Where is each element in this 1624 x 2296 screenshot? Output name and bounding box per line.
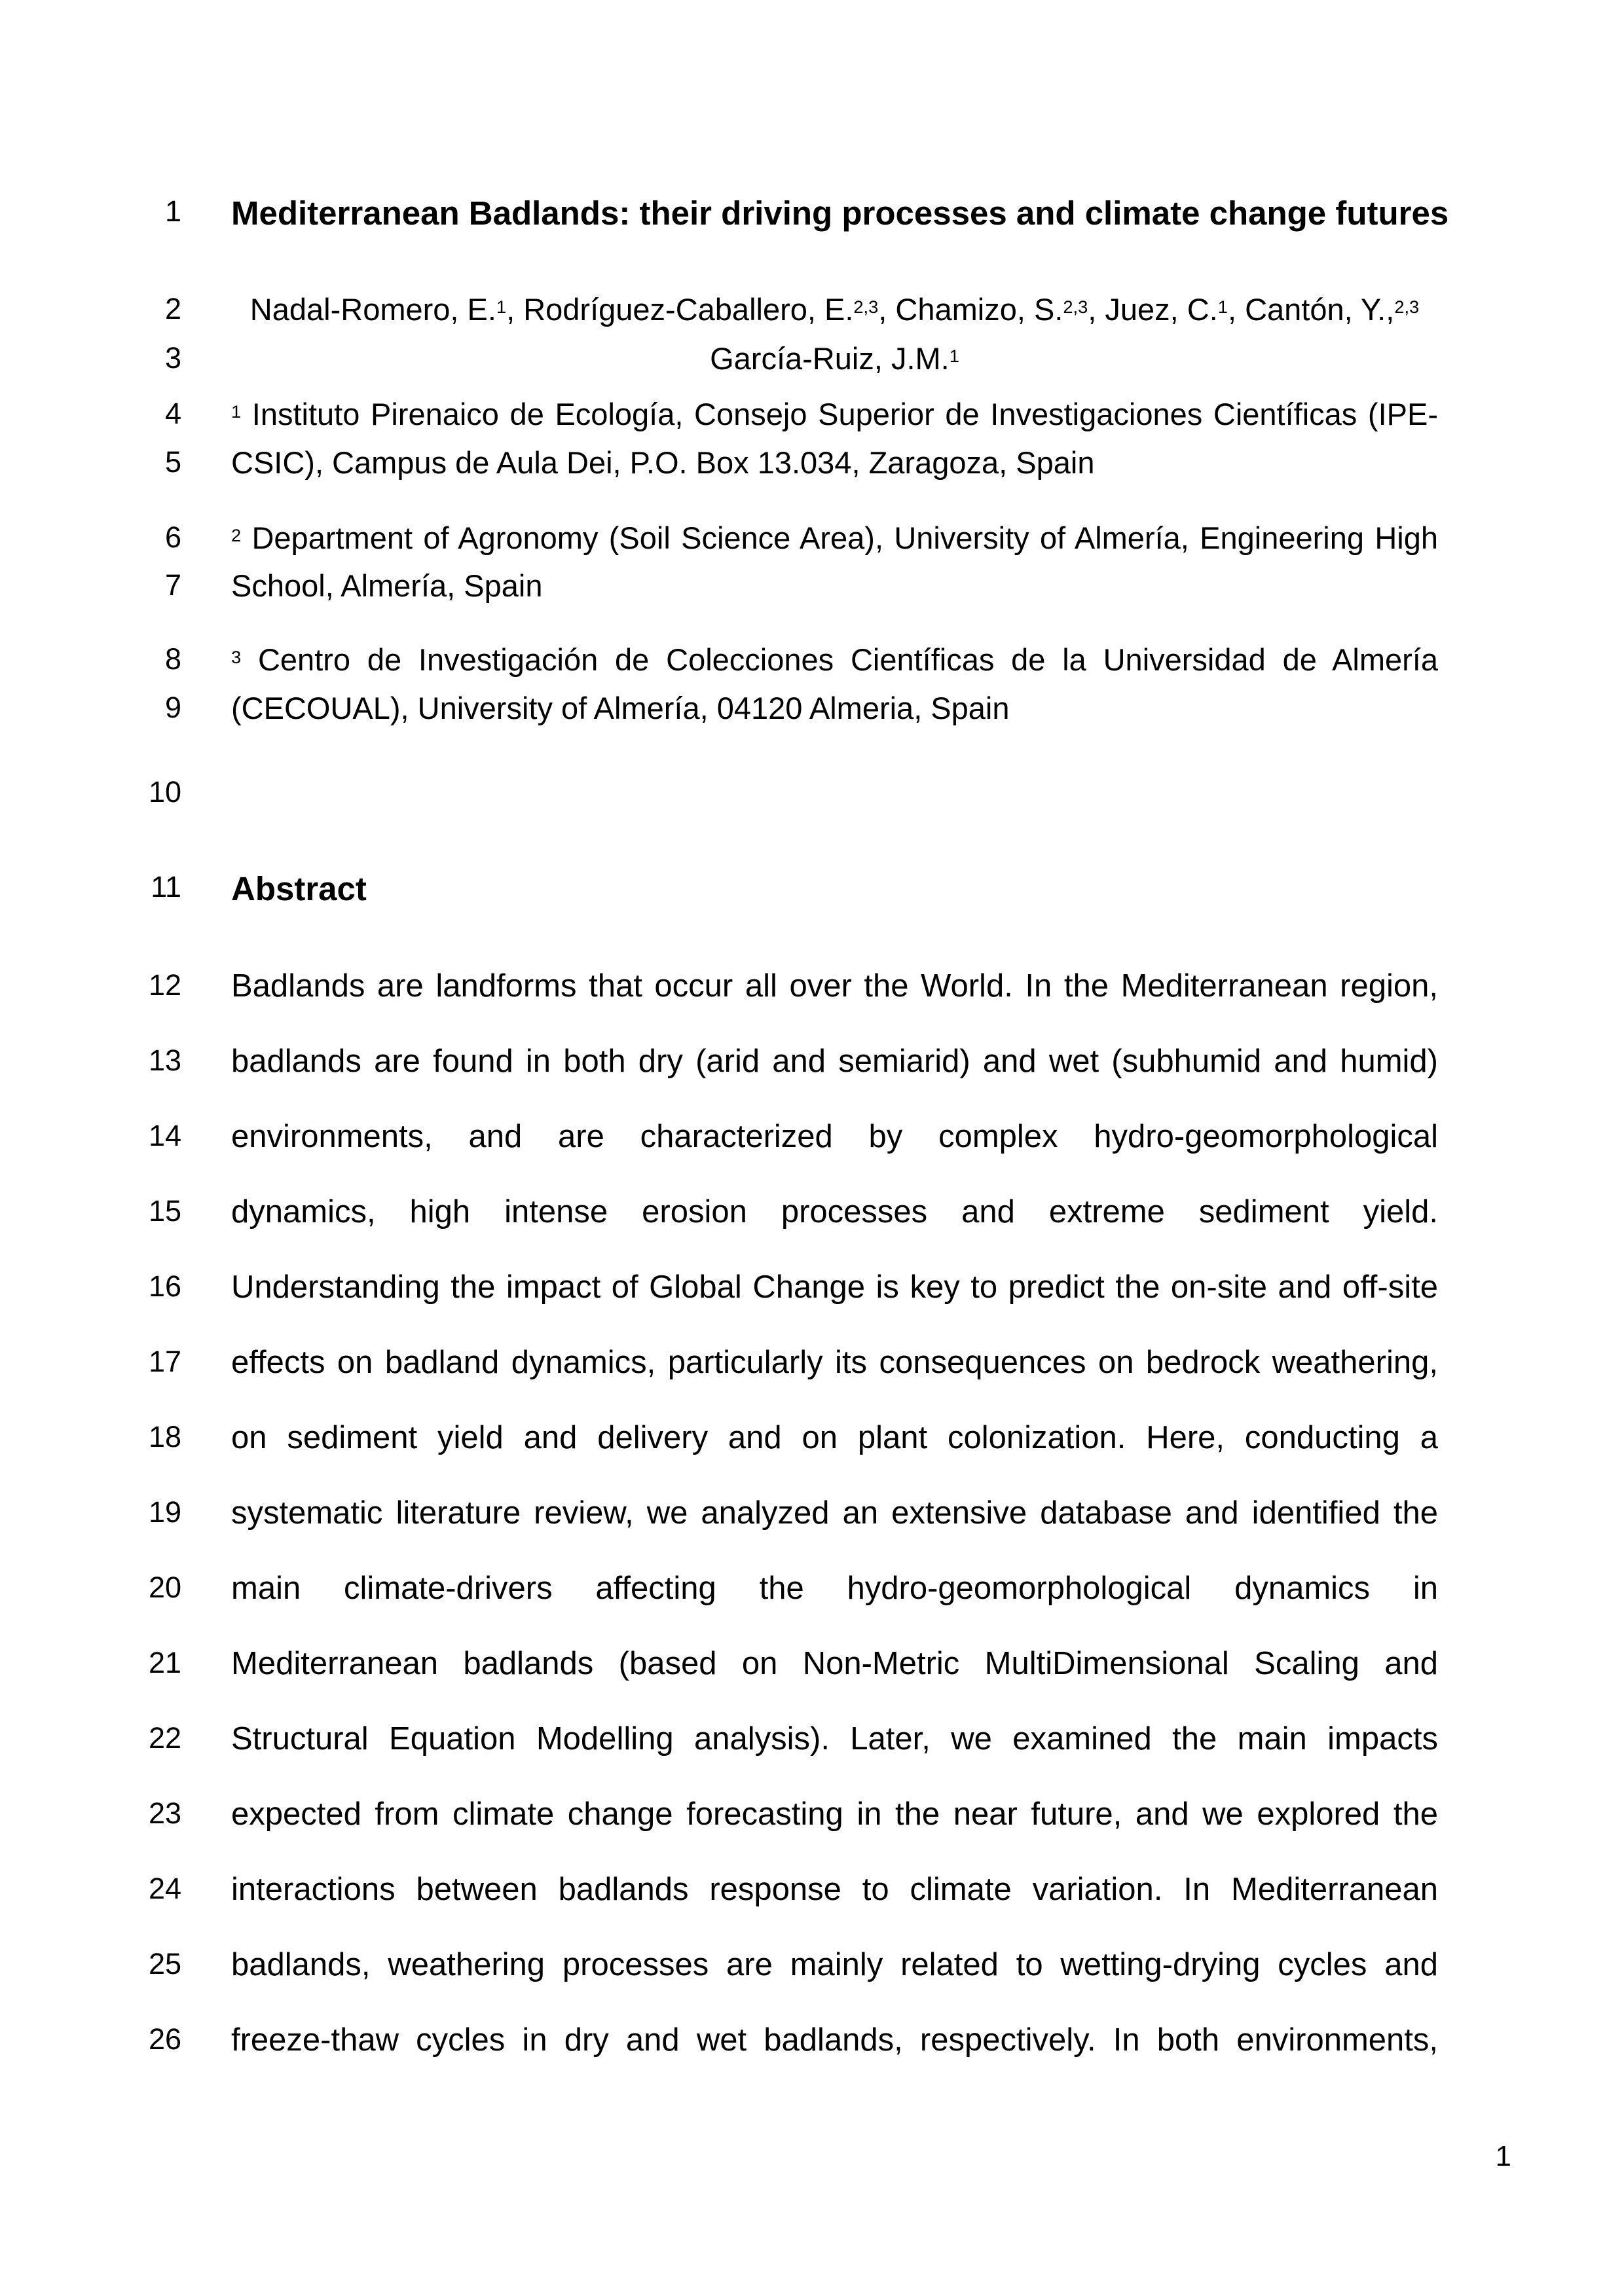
abstract-line-12: Badlands are landforms that occur all over the World. In the Mediterranean region, <box>231 968 1438 1004</box>
affiliation-1-line-1 <box>231 396 1438 432</box>
abstract-line-25: badlands, weathering processes are mainly related to wetting-drying cycles and <box>231 1947 1438 1982</box>
affiliation-superscript: 2,3 <box>1063 296 1088 317</box>
affiliation-text: Department of Agronomy (Soil Science Area), University of Almería, Engineering High <box>251 520 1438 555</box>
affiliation-3-line-1 <box>231 642 1438 678</box>
affiliation-marker: 2 <box>231 524 242 545</box>
author-name: , Juez, C. <box>1088 292 1218 327</box>
abstract-line-16: Understanding the impact of Global Change is key to predict the on-site and off-site <box>231 1269 1438 1305</box>
line-number: 15 <box>148 1194 181 1228</box>
line-number: 25 <box>148 1947 181 1980</box>
affiliation-2-line-1 <box>231 520 1438 556</box>
line-number: 5 <box>164 445 181 479</box>
line-number: 23 <box>148 1796 181 1830</box>
abstract-line-18: on sediment yield and delivery and on plant colonization. Here, conducting a <box>231 1420 1438 1455</box>
line-number: 12 <box>148 968 181 1002</box>
abstract-line-19: systematic literature review, we analyzed an extensive database and identified the <box>231 1495 1438 1531</box>
affiliation-superscript: 1 <box>496 296 507 317</box>
affiliation-marker: 1 <box>231 401 242 422</box>
affiliation-superscript: 2,3 <box>1394 296 1420 317</box>
paper-title: Mediterranean Badlands: their driving processes and climate change futures <box>231 194 1449 232</box>
abstract-line-13: badlands are found in both dry (arid and semiarid) and wet (subhumid and humid) <box>231 1044 1438 1079</box>
affiliation-superscript: 1 <box>949 345 959 366</box>
line-number: 18 <box>148 1420 181 1453</box>
line-number: 16 <box>148 1269 181 1303</box>
abstract-line-23: expected from climate change forecasting in the near future, and we explored the <box>231 1796 1438 1832</box>
abstract-line-22: Structural Equation Modelling analysis). Later, we examined the main impacts <box>231 1721 1438 1757</box>
line-number: 6 <box>164 520 181 554</box>
line-number: 11 <box>151 870 181 903</box>
affiliation-superscript: 1 <box>1217 296 1228 317</box>
line-number: 17 <box>148 1345 181 1378</box>
line-number: 2 <box>164 292 181 325</box>
abstract-line-17: effects on badland dynamics, particularly its consequences on bedrock weathering, <box>231 1345 1438 1380</box>
line-number: 13 <box>148 1044 181 1077</box>
line-number: 9 <box>164 691 181 724</box>
author-line-1 <box>231 291 1438 327</box>
affiliation-1-line-2: CSIC), Campus de Aula Dei, P.O. Box 13.034, Zaragoza, Spain <box>231 445 1095 480</box>
line-number: 10 <box>148 775 181 809</box>
author-line-2 <box>231 340 1438 376</box>
abstract-line-14: environments, and are characterized by complex hydro-geomorphological <box>231 1119 1438 1154</box>
affiliation-text: Instituto Pirenaico de Ecología, Consejo Superior de Investigaciones Científicas (IPE- <box>251 397 1438 431</box>
line-number: 22 <box>148 1721 181 1755</box>
affiliation-2-line-2: School, Almería, Spain <box>231 568 543 603</box>
line-number: 14 <box>148 1119 181 1152</box>
affiliation-text: Centro de Investigación de Colecciones Científicas de la Universidad de Almería <box>257 642 1438 677</box>
abstract-line-26: freeze-thaw cycles in dry and wet badlands, respectively. In both environments, <box>231 2022 1438 2058</box>
affiliation-3-line-2: (CECOUAL), University of Almería, 04120 Almeria, Spain <box>231 691 1010 725</box>
abstract-heading: Abstract <box>231 870 367 907</box>
affiliation-marker: 3 <box>231 646 242 667</box>
abstract-line-24: interactions between badlands response to climate variation. In Mediterranean <box>231 1872 1438 1907</box>
author-name: , Rodríguez-Caballero, E. <box>506 292 854 327</box>
page-number: 1 <box>1495 2140 1511 2172</box>
author-name: , Cantón, Y., <box>1227 292 1395 327</box>
line-number: 21 <box>148 1646 181 1679</box>
line-number: 20 <box>148 1571 181 1604</box>
line-number: 3 <box>164 341 181 374</box>
author-name: , Chamizo, S. <box>878 292 1063 327</box>
line-number: 7 <box>164 568 181 602</box>
line-number: 19 <box>148 1495 181 1529</box>
line-number: 8 <box>164 642 181 676</box>
author-name: Nadal-Romero, E. <box>249 292 496 327</box>
abstract-line-20: main climate-drivers affecting the hydro-geomorphological dynamics in <box>231 1571 1438 1606</box>
line-number: 1 <box>164 194 181 228</box>
line-number: 26 <box>148 2022 181 2056</box>
abstract-line-15: dynamics, high intense erosion processes and extreme sediment yield. <box>231 1194 1438 1230</box>
abstract-line-21: Mediterranean badlands (based on Non-Metric MultiDimensional Scaling and <box>231 1646 1438 1681</box>
line-number: 4 <box>164 397 181 430</box>
line-number: 24 <box>148 1872 181 1905</box>
author-name: García-Ruiz, J.M. <box>710 341 950 376</box>
affiliation-superscript: 2,3 <box>853 296 879 317</box>
